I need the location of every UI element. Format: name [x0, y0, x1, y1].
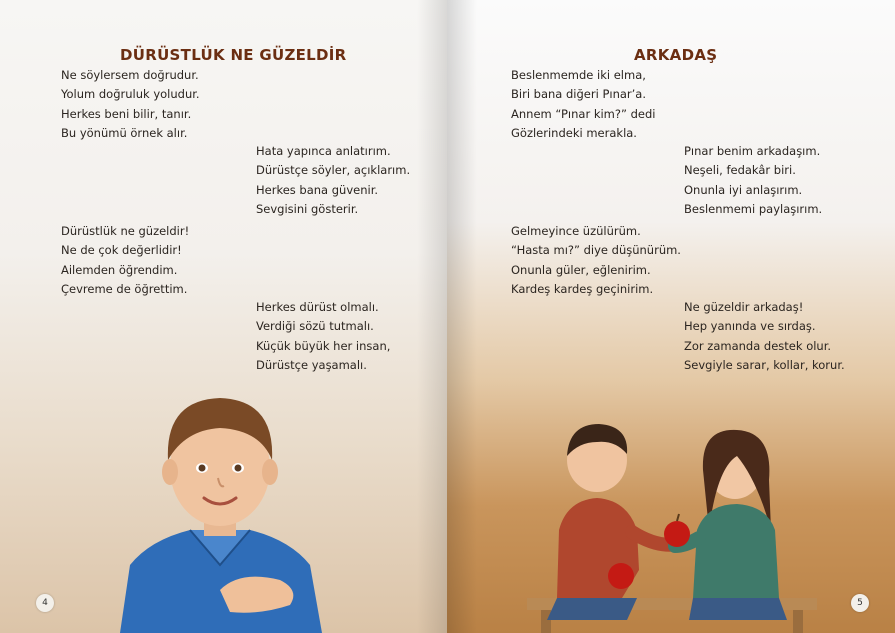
- poem-line: Beslenmemde iki elma,: [511, 68, 646, 82]
- poem-line: Küçük büyük her insan,: [256, 338, 391, 353]
- stanza-2: [684, 142, 822, 219]
- poem-line: Annem “Pınar kim?” dedi: [511, 106, 656, 121]
- poem-line: Zor zamanda destek olur.: [684, 338, 832, 353]
- poem-line: Dürüstlük ne güzeldir!: [61, 224, 190, 238]
- poem-line: Onunla güler, eğlenirim.: [511, 262, 651, 277]
- poem-title-friend: ARKADAŞ: [634, 46, 718, 64]
- poem-line: Biri bana diğeri Pınar’a.: [511, 87, 647, 102]
- page-number: 4: [36, 594, 54, 612]
- poem-line: Kardeş kardeş geçinirim.: [511, 281, 654, 296]
- poem-line: Sevgisini gösterir.: [256, 201, 359, 216]
- children-sharing-illustration: [517, 420, 827, 633]
- right-page: [447, 0, 895, 633]
- poem-line: Dürüstçe yaşamalı.: [256, 357, 367, 372]
- poem-line: Yolum doğruluk yoludur.: [61, 87, 200, 102]
- poem-line: Ailemden öğrendim.: [61, 262, 178, 277]
- gutter-shadow: [447, 0, 477, 633]
- poem-line: Onunla iyi anlaşırım.: [684, 182, 803, 197]
- stanza-1: [61, 66, 200, 143]
- poem-line: Herkes dürüst olmalı.: [256, 300, 379, 314]
- poem-line: Verdiği sözü tutmalı.: [256, 319, 374, 334]
- gutter-shadow: [417, 0, 447, 633]
- left-page: [0, 0, 447, 633]
- poem-line: Ne güzeldir arkadaş!: [684, 300, 804, 314]
- poem-line: Çevreme de öğrettim.: [61, 281, 188, 296]
- page-number: 5: [851, 594, 869, 612]
- boy-illustration: [110, 390, 330, 633]
- poem-line: Pınar benim arkadaşım.: [684, 144, 821, 158]
- poem-line: Dürüstçe söyler, açıklarım.: [256, 163, 411, 178]
- poem-title-honesty: DÜRÜSTLÜK NE GÜZELDİR: [120, 46, 347, 64]
- poem-line: Neşeli, fedakâr biri.: [684, 163, 796, 178]
- poem-line: “Hasta mı?” diye düşünürüm.: [511, 243, 681, 258]
- stanza-4: [684, 298, 845, 375]
- poem-line: Gelmeyince üzülürüm.: [511, 224, 641, 238]
- poem-line: Hep yanında ve sırdaş.: [684, 319, 816, 334]
- stanza-3: [61, 222, 189, 299]
- poem-line: Gözlerindeki merakla.: [511, 125, 637, 140]
- stanza-4: [256, 298, 390, 375]
- poem-line: Sevgiyle sarar, kollar, korur.: [684, 357, 845, 372]
- poem-line: Bu yönümü örnek alır.: [61, 125, 188, 140]
- poem-line: Hata yapınca anlatırım.: [256, 144, 391, 158]
- stanza-3: [511, 222, 681, 299]
- poem-line: Ne söylersem doğrudur.: [61, 68, 199, 82]
- stanza-2: [256, 142, 410, 219]
- poem-line: Herkes beni bilir, tanır.: [61, 106, 192, 121]
- poem-line: Ne de çok değerlidir!: [61, 243, 182, 258]
- poem-line: Beslenmemi paylaşırım.: [684, 201, 823, 216]
- poem-line: Herkes bana güvenir.: [256, 182, 379, 197]
- stanza-1: [511, 66, 655, 143]
